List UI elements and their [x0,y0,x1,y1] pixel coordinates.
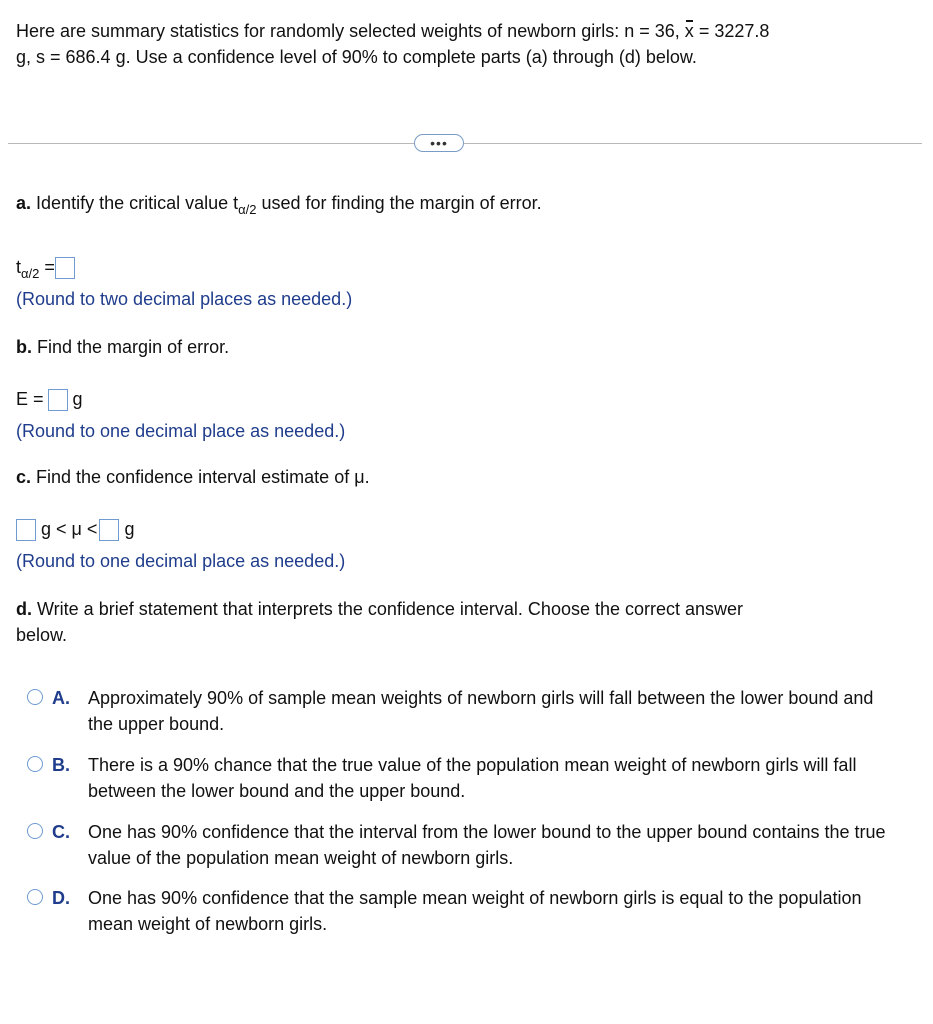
option-c-radio[interactable] [27,823,43,839]
interval-lower-input[interactable] [16,519,36,541]
part-d-label: d. [16,599,32,619]
problem-statement-line-1 [16,18,769,44]
option-c-text[interactable]: One has 90% confidence that the interval from the lower bound to the upper bound contains the true value of the population mean weight of newborn girls. [88,822,886,868]
option-a-letter: A. [52,688,70,708]
margin-error-prefix: E = [16,389,44,409]
part-a-hint: (Round to two decimal places as needed.) [16,289,353,309]
part-c-question [16,464,370,490]
interval-upper-input[interactable] [99,519,119,541]
option-b-letter: B. [52,755,70,775]
part-b-hint: (Round to one decimal place as needed.) [16,421,346,441]
part-a-text: Identify the critical value t [36,193,239,213]
alpha-subscript: α/2 [238,202,257,217]
option-d-radio[interactable] [27,889,43,905]
part-c-hint: (Round to one decimal place as needed.) [16,551,346,571]
part-d-text: Write a brief statement that interprets the confidence interval. Choose the correct answer [37,599,744,619]
statement-text-mean: = 3227.8 [698,21,770,41]
option-a-radio[interactable] [27,689,43,705]
section-divider [8,143,922,144]
critical-value-input[interactable] [55,257,75,279]
part-b-label: b. [16,337,32,357]
interval-inequality: g < μ < [41,519,98,539]
part-b-answer-row [16,386,83,412]
option-d-letter: D. [52,888,70,908]
statement-text: Here are summary statistics for randomly selected weights of newborn girls: n = 36, [16,21,680,41]
margin-of-error-input[interactable] [48,389,68,411]
part-a-answer-row [16,254,75,280]
part-a-question [16,190,542,216]
margin-error-unit: g [72,389,83,409]
part-b-text: Find the margin of error. [37,337,230,357]
part-a-label: a. [16,193,32,213]
part-d-question [16,596,743,622]
option-d-text[interactable]: One has 90% confidence that the sample mean weight of newborn girls is equal to the population mean weight of newborn girls. [88,888,862,934]
t-variable: t [16,257,22,277]
part-c-text: Find the confidence interval estimate of μ. [36,467,370,487]
option-a-text[interactable]: Approximately 90% of sample mean weights of newborn girls will fall between the lower bound and the upper bound. [88,688,874,734]
equals-sign: = [44,257,55,277]
option-c-letter: C. [52,822,70,842]
part-c-label: c. [16,467,32,487]
option-b-radio[interactable] [27,756,43,772]
part-b-question [16,334,229,360]
interval-unit: g [124,519,135,539]
option-b-text[interactable]: There is a 90% chance that the true value of the population mean weight of newborn girls will fall between the lower bound and the upper bound. [88,755,857,801]
part-d-question-line-2: below. [16,625,68,645]
more-options-button[interactable]: ••• [414,134,464,152]
part-c-answer-row [16,516,134,542]
x-bar-symbol: x [685,18,694,44]
problem-statement-line-2: g, s = 686.4 g. Use a confidence level of 90% to complete parts (a) through (d) below. [16,47,697,67]
t-subscript: α/2 [21,266,40,281]
part-a-text-end: used for finding the margin of error. [261,193,542,213]
